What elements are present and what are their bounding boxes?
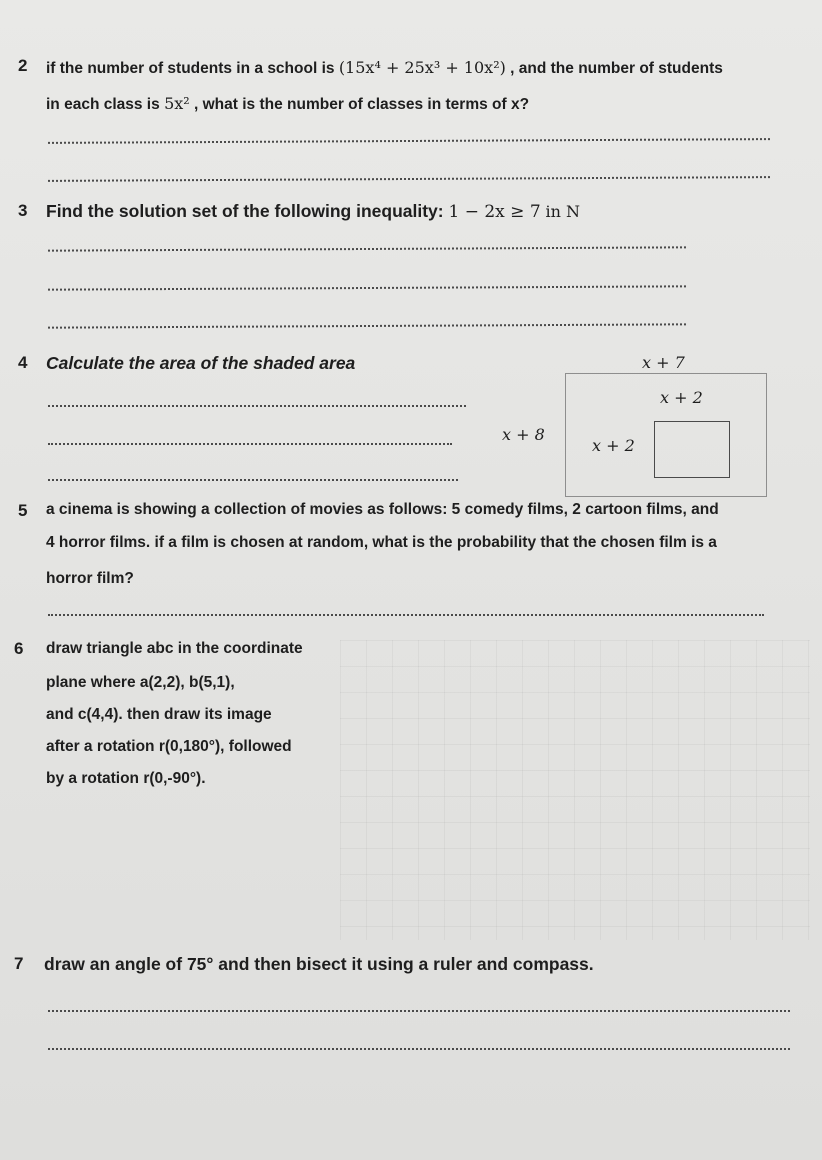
question-5-line-3: horror film? (46, 570, 134, 587)
question-5-number: 5 (18, 501, 28, 520)
inner-width-label: x + 2 (660, 388, 703, 407)
answer-line[interactable] (48, 246, 686, 251)
answer-line[interactable] (48, 176, 770, 182)
answer-line[interactable] (48, 285, 686, 290)
inner-square (654, 421, 730, 478)
question-2-text-start: if the number of students in a school is (46, 60, 335, 77)
question-4-number: 4 (18, 353, 28, 372)
question-7-text: draw an angle of 75° and then bisect it using a ruler and compass. (44, 954, 594, 974)
answer-line[interactable] (48, 138, 770, 144)
question-2-text-end: , and the number of students (510, 60, 723, 77)
answer-line[interactable] (48, 614, 764, 616)
coordinate-grid-area[interactable] (340, 640, 810, 940)
question-6-number: 6 (14, 639, 24, 658)
inner-height-label: x + 2 (592, 436, 635, 455)
question-5-line-1: a cinema is showing a collection of movies as follows: 5 comedy films, 2 cartoon films, and (46, 501, 719, 518)
question-7-number: 7 (14, 954, 24, 973)
question-3-inequality: 1 − 2x ≥ 7 (448, 202, 541, 222)
question-2-line-2 (46, 94, 529, 114)
question-5-line-2: 4 horror films. if a film is chosen at random, what is the probability that the chosen film is a (46, 534, 717, 551)
answer-line[interactable] (48, 443, 452, 445)
question-6-line-1: draw triangle abc in the coordinate (46, 640, 303, 657)
question-3-text: Find the solution set of the following inequality: (46, 201, 444, 221)
question-3-line (46, 201, 580, 222)
answer-line[interactable] (48, 1048, 790, 1050)
question-2-line-1 (46, 58, 723, 78)
answer-line[interactable] (48, 405, 466, 407)
answer-line[interactable] (48, 1010, 790, 1012)
answer-line[interactable] (48, 323, 686, 328)
question-2-number: 2 (18, 56, 28, 75)
question-2-class-expression: 5x² (164, 94, 190, 113)
question-2-line-2-start: in each class is (46, 96, 160, 113)
outer-width-label: x + 7 (642, 353, 685, 372)
question-2-expression: (15x⁴ + 25x³ + 10x²) (338, 58, 506, 77)
question-6-line-3: and c(4,4). then draw its image (46, 706, 272, 723)
question-4-text: Calculate the area of the shaded area (46, 353, 356, 373)
outer-height-label: x + 8 (502, 425, 545, 444)
question-6-line-4: after a rotation r(0,180°), followed (46, 738, 292, 755)
question-2-line-2-end: , what is the number of classes in terms of x? (194, 96, 530, 113)
question-6-line-5: by a rotation r(0,-90°). (46, 770, 206, 787)
question-6-line-2: plane where a(2,2), b(5,1), (46, 674, 235, 691)
question-3-number: 3 (18, 201, 28, 220)
answer-line[interactable] (48, 479, 458, 481)
question-3-domain: in N (545, 202, 581, 221)
